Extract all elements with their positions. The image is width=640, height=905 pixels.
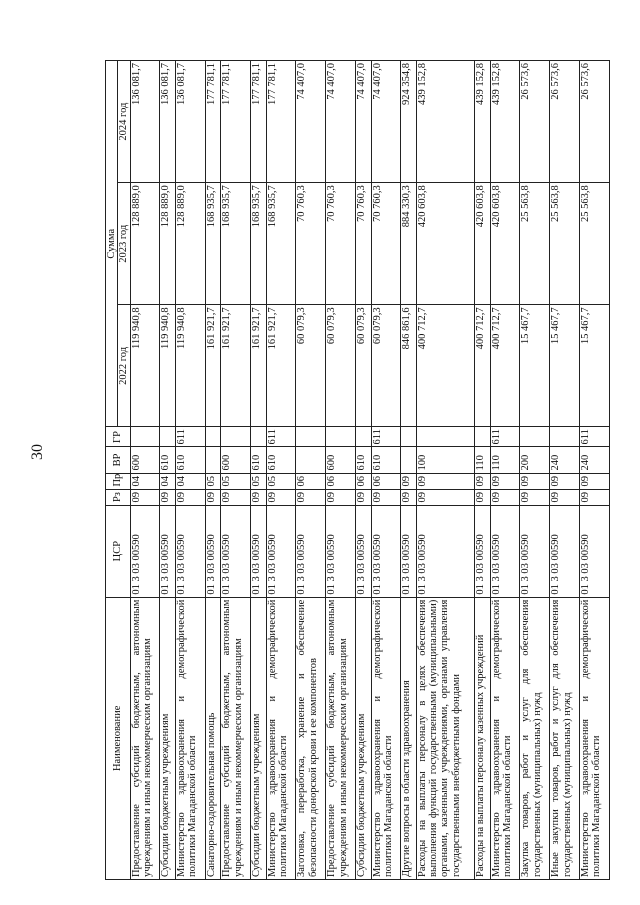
cell-sum-2024: 136 081,7 — [175, 61, 205, 183]
table-row — [416, 61, 474, 880]
header-vr: ВР — [106, 447, 131, 473]
cell-vr: 110 — [490, 447, 520, 473]
cell-name: Министерство здравоохранения и демографической политики Магаданской области — [490, 597, 520, 879]
cell-sum-2023: 70 760,3 — [371, 183, 401, 305]
cell-csr: 01 3 03 00590 — [175, 505, 205, 597]
cell-sum-2022: 15 467,7 — [550, 305, 580, 427]
cell-sum-2023: 168 935,7 — [205, 183, 221, 305]
cell-sum-2023: 168 935,7 — [221, 183, 251, 305]
cell-pr: 06 — [326, 473, 356, 489]
cell-csr: 01 3 03 00590 — [520, 505, 550, 597]
cell-sum-2024: 439 152,8 — [416, 61, 474, 183]
cell-name: Предоставление субсидий бюджетным, автономным учреждениям и иным некоммерческим организациям — [326, 597, 356, 879]
cell-sum-2022: 400 712,7 — [490, 305, 520, 427]
cell-sum-2022: 60 079,3 — [371, 305, 401, 427]
cell-sum-2024: 136 081,7 — [160, 61, 176, 183]
table-row — [175, 61, 205, 880]
table-row — [266, 61, 296, 880]
cell-rz: 09 — [326, 489, 356, 505]
table-row — [205, 61, 221, 880]
cell-csr: 01 3 03 00590 — [160, 505, 176, 597]
cell-vr: 610 — [355, 447, 371, 473]
cell-csr: 01 3 03 00590 — [550, 505, 580, 597]
cell-sum-2023: 168 935,7 — [251, 183, 267, 305]
header-gr: ГР — [106, 427, 131, 447]
cell-vr: 240 — [550, 447, 580, 473]
table-row — [130, 61, 160, 880]
cell-rz: 09 — [175, 489, 205, 505]
cell-vr — [205, 447, 221, 473]
cell-rz: 09 — [266, 489, 296, 505]
cell-csr: 01 3 03 00590 — [416, 505, 474, 597]
cell-gr — [326, 427, 356, 447]
cell-sum-2022: 161 921,7 — [205, 305, 221, 427]
cell-sum-2023: 420 603,8 — [416, 183, 474, 305]
cell-gr — [221, 427, 251, 447]
cell-name: Закупка товаров, работ и услуг для обеспечения государственных (муниципальных) нужд — [520, 597, 550, 879]
table-row — [550, 61, 580, 880]
cell-sum-2024: 74 407,0 — [355, 61, 371, 183]
cell-sum-2024: 177 781,1 — [266, 61, 296, 183]
cell-rz: 09 — [550, 489, 580, 505]
table-row — [221, 61, 251, 880]
cell-gr — [355, 427, 371, 447]
cell-name: Министерство здравоохранения и демографической политики Магаданской области — [266, 597, 296, 879]
table-row — [475, 61, 491, 880]
table-header — [106, 61, 131, 880]
cell-pr: 05 — [251, 473, 267, 489]
cell-sum-2022: 119 940,8 — [175, 305, 205, 427]
cell-sum-2024: 439 152,8 — [475, 61, 491, 183]
cell-pr: 06 — [296, 473, 326, 489]
cell-sum-2023: 70 760,3 — [326, 183, 356, 305]
cell-sum-2023: 70 760,3 — [355, 183, 371, 305]
cell-name: Расходы на выплаты персоналу в целях обеспечения выполнения функций государственными (муниципальными) органами, казенными учреждениями, органами управления государственными внебюджетными фондами — [416, 597, 474, 879]
cell-name: Субсидии бюджетным учреждениям — [160, 597, 176, 879]
cell-name: Субсидии бюджетным учреждениям — [355, 597, 371, 879]
cell-csr: 01 3 03 00590 — [130, 505, 160, 597]
cell-sum-2022: 15 467,7 — [520, 305, 550, 427]
cell-gr — [160, 427, 176, 447]
cell-vr — [296, 447, 326, 473]
header-year-2024: 2024 год — [118, 61, 130, 183]
cell-csr: 01 3 03 00590 — [266, 505, 296, 597]
cell-vr: 600 — [221, 447, 251, 473]
cell-sum-2023: 884 330,3 — [401, 183, 417, 305]
cell-sum-2022: 15 467,7 — [580, 305, 610, 427]
cell-gr — [205, 427, 221, 447]
cell-sum-2022: 119 940,8 — [130, 305, 160, 427]
cell-sum-2023: 128 889,0 — [175, 183, 205, 305]
cell-pr: 06 — [371, 473, 401, 489]
cell-sum-2022: 119 940,8 — [160, 305, 176, 427]
cell-rz: 09 — [401, 489, 417, 505]
cell-pr: 09 — [475, 473, 491, 489]
cell-pr: 09 — [401, 473, 417, 489]
table-row — [371, 61, 401, 880]
cell-pr: 09 — [520, 473, 550, 489]
cell-sum-2022: 60 079,3 — [355, 305, 371, 427]
cell-sum-2024: 26 573,6 — [520, 61, 550, 183]
cell-sum-2022: 846 861,6 — [401, 305, 417, 427]
header-year-2022: 2022 год — [118, 305, 130, 427]
cell-sum-2023: 420 603,8 — [490, 183, 520, 305]
table-row — [580, 61, 610, 880]
cell-vr: 600 — [326, 447, 356, 473]
cell-gr: 611 — [175, 427, 205, 447]
cell-vr: 240 — [580, 447, 610, 473]
cell-pr: 09 — [416, 473, 474, 489]
cell-sum-2023: 128 889,0 — [160, 183, 176, 305]
cell-sum-2022: 400 712,7 — [475, 305, 491, 427]
cell-pr: 05 — [205, 473, 221, 489]
cell-sum-2022: 161 921,7 — [251, 305, 267, 427]
cell-rz: 09 — [580, 489, 610, 505]
cell-sum-2022: 161 921,7 — [266, 305, 296, 427]
cell-sum-2023: 168 935,7 — [266, 183, 296, 305]
table-row — [296, 61, 326, 880]
cell-rz: 09 — [160, 489, 176, 505]
cell-sum-2024: 26 573,6 — [550, 61, 580, 183]
cell-gr: 611 — [371, 427, 401, 447]
cell-pr: 09 — [490, 473, 520, 489]
cell-gr — [475, 427, 491, 447]
cell-name: Министерство здравоохранения и демографической политики Магаданской области — [371, 597, 401, 879]
cell-csr: 01 3 03 00590 — [401, 505, 417, 597]
cell-pr: 04 — [130, 473, 160, 489]
cell-sum-2024: 177 781,1 — [251, 61, 267, 183]
cell-vr: 610 — [266, 447, 296, 473]
cell-sum-2022: 60 079,3 — [326, 305, 356, 427]
cell-csr: 01 3 03 00590 — [251, 505, 267, 597]
table-row — [326, 61, 356, 880]
cell-csr: 01 3 03 00590 — [371, 505, 401, 597]
cell-name: Министерство здравоохранения и демографической политики Магаданской области — [580, 597, 610, 879]
cell-rz: 09 — [221, 489, 251, 505]
cell-sum-2024: 177 781,1 — [205, 61, 221, 183]
cell-name: Санаторно-оздоровительная помощь — [205, 597, 221, 879]
cell-name: Предоставление субсидий бюджетным, автономным учреждениям и иным некоммерческим организациям — [130, 597, 160, 879]
cell-sum-2024: 26 573,6 — [580, 61, 610, 183]
cell-sum-2024: 439 152,8 — [490, 61, 520, 183]
header-year-2023: 2023 год — [118, 183, 130, 305]
cell-gr — [130, 427, 160, 447]
cell-name: Другие вопросы в области здравоохранения — [401, 597, 417, 879]
table-row — [490, 61, 520, 880]
cell-sum-2022: 161 921,7 — [221, 305, 251, 427]
cell-gr — [520, 427, 550, 447]
cell-vr: 610 — [251, 447, 267, 473]
cell-name: Иные закупки товаров, работ и услуг для обеспечения государственных (муниципальных) нужд — [550, 597, 580, 879]
cell-rz: 09 — [251, 489, 267, 505]
cell-gr — [401, 427, 417, 447]
header-sum: Сумма — [106, 61, 118, 427]
cell-sum-2024: 136 081,7 — [130, 61, 160, 183]
cell-name: Заготовка, переработка, хранение и обеспечение безопасности донорской крови и ее компонентов — [296, 597, 326, 879]
budget-table-rotated — [105, 60, 610, 880]
cell-vr: 600 — [130, 447, 160, 473]
cell-sum-2022: 400 712,7 — [416, 305, 474, 427]
cell-pr: 09 — [550, 473, 580, 489]
cell-vr: 610 — [160, 447, 176, 473]
cell-sum-2023: 25 563,8 — [580, 183, 610, 305]
table-body — [130, 61, 609, 880]
table-row — [355, 61, 371, 880]
cell-pr: 06 — [355, 473, 371, 489]
cell-gr — [550, 427, 580, 447]
cell-gr: 611 — [266, 427, 296, 447]
cell-rz: 09 — [205, 489, 221, 505]
header-name: Наименование — [106, 597, 131, 879]
cell-rz: 09 — [296, 489, 326, 505]
cell-sum-2024: 924 354,8 — [401, 61, 417, 183]
cell-name: Предоставление субсидий бюджетным, автономным учреждениям и иным некоммерческим организациям — [221, 597, 251, 879]
cell-gr: 611 — [490, 427, 520, 447]
cell-rz: 09 — [416, 489, 474, 505]
cell-gr — [416, 427, 474, 447]
cell-name: Расходы на выплаты персоналу казенных учреждений — [475, 597, 491, 879]
cell-sum-2023: 128 889,0 — [130, 183, 160, 305]
cell-pr: 05 — [266, 473, 296, 489]
cell-sum-2022: 60 079,3 — [296, 305, 326, 427]
cell-gr — [296, 427, 326, 447]
cell-csr: 01 3 03 00590 — [296, 505, 326, 597]
cell-sum-2024: 74 407,0 — [371, 61, 401, 183]
cell-sum-2023: 25 563,8 — [550, 183, 580, 305]
cell-csr: 01 3 03 00590 — [221, 505, 251, 597]
page-number: 30 — [29, 444, 46, 460]
cell-csr: 01 3 03 00590 — [326, 505, 356, 597]
cell-pr: 04 — [160, 473, 176, 489]
cell-gr — [251, 427, 267, 447]
cell-vr — [401, 447, 417, 473]
cell-sum-2023: 25 563,8 — [520, 183, 550, 305]
cell-sum-2024: 74 407,0 — [296, 61, 326, 183]
cell-rz: 09 — [371, 489, 401, 505]
header-csr: ЦСР — [106, 505, 131, 597]
table-row — [520, 61, 550, 880]
cell-rz: 09 — [355, 489, 371, 505]
cell-sum-2024: 74 407,0 — [326, 61, 356, 183]
cell-rz: 09 — [520, 489, 550, 505]
header-rz: Рз — [106, 489, 131, 505]
cell-name: Субсидии бюджетным учреждениям — [251, 597, 267, 879]
budget-table — [105, 60, 610, 880]
cell-csr: 01 3 03 00590 — [490, 505, 520, 597]
cell-rz: 09 — [130, 489, 160, 505]
table-row — [160, 61, 176, 880]
cell-vr: 610 — [371, 447, 401, 473]
cell-sum-2023: 420 603,8 — [475, 183, 491, 305]
cell-pr: 09 — [580, 473, 610, 489]
table-row — [251, 61, 267, 880]
cell-csr: 01 3 03 00590 — [205, 505, 221, 597]
cell-vr: 610 — [175, 447, 205, 473]
cell-csr: 01 3 03 00590 — [475, 505, 491, 597]
cell-sum-2023: 70 760,3 — [296, 183, 326, 305]
cell-sum-2024: 177 781,1 — [221, 61, 251, 183]
table-row — [401, 61, 417, 880]
cell-pr: 05 — [221, 473, 251, 489]
cell-name: Министерство здравоохранения и демографической политики Магаданской области — [175, 597, 205, 879]
cell-pr: 04 — [175, 473, 205, 489]
cell-rz: 09 — [490, 489, 520, 505]
cell-vr: 100 — [416, 447, 474, 473]
cell-gr: 611 — [580, 427, 610, 447]
cell-vr: 110 — [475, 447, 491, 473]
cell-vr: 200 — [520, 447, 550, 473]
cell-rz: 09 — [475, 489, 491, 505]
cell-csr: 01 3 03 00590 — [355, 505, 371, 597]
header-pr: Пр — [106, 473, 131, 489]
cell-csr: 01 3 03 00590 — [580, 505, 610, 597]
